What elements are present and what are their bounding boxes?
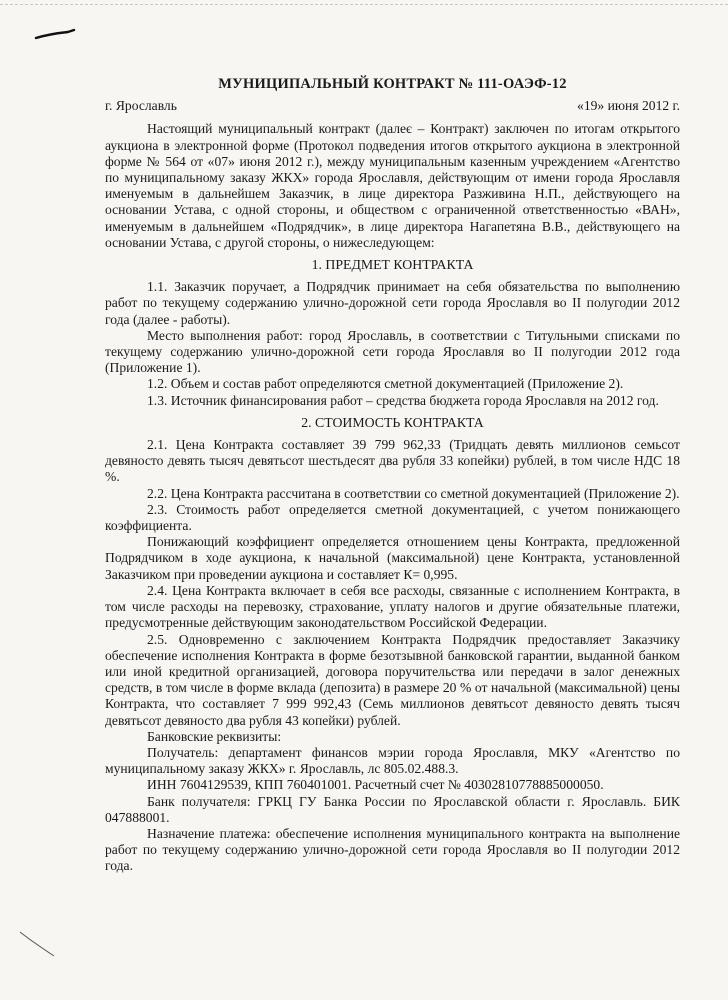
section-2-heading: 2. СТОИМОСТЬ КОНТРАКТА [301,414,484,430]
place-date-line [105,98,680,114]
paragraph-work-location: Место выполнения работ: город Ярославль, в соответствии с Титульными списками по текущему содержанию улично-дорожной сети города Ярославля во II полугодии 2012 года (Приложение 1). [105,327,680,376]
paragraph-2-2: 2.2. Цена Контракта рассчитана в соответствии со сметной документацией (Приложение 2). [147,485,680,501]
intro-paragraph: Настоящий муниципальный контракт (далеє – Контракт) заключен по итогам открытого аукциона в электронной форме (Протокол подведения итогов открытого аукциона в электронной форме № 564 от «07» июня 2012 г.), между муниципальным казенным учреждением «Агентство по муниципальному заказу ЖКХ» города Ярославля, действующим от имени города Ярославля именуемым в дальнейшем Заказчик, в лице директора Разживина Н.П., действующего на основании Устава, с одной стороны, и обществом с ограниченной ответственностью «ВАН», именуемым в дальнейшем «Подрядчик», в лице директора Нагапетяна В.В., действующего на основании Устава, с другой стороны, о нижеследующем: [105,121,680,250]
paragraph-1-3: 1.3. Источник финансирования работ – средства бюджета города Ярославля на 2012 год. [147,392,659,408]
paragraph-2-3: 2.3. Стоимость работ определяется сметной документацией, с учетом понижающего коэффициента. [105,501,680,534]
paragraph-1-1: 1.1. Заказчик поручает, а Подрядчик принимает на себя обязательства по выполнению работ по текущему содержанию улично-дорожной сети города Ярославля во II полугодии 2012 года (далее - работы). [105,279,680,327]
paragraph-2-1: 2.1. Цена Контракта составляет 39 799 962,33 (Тридцать девять миллионов семьсот девяносто девять тысяч девятьсот шестьдесят два рубля 33 копейки) рублей, в том числе НДС 18 %. [105,437,680,485]
scan-top-edge [0,4,728,5]
paragraph-2-5: 2.5. Одновременно с заключением Контракта Подрядчик предоставляет Заказчику обеспечение исполнения Контракта в форме безотзывной банковской гарантии, выданной банком или иной кредитной организацией, договора поручительства или передачи в залог денежных средств, в том числе в форме вклада (депозита) в размере 20 % от начальной (максимальной) цены Контракта, что составляет 7 999 992,43 (Семь миллионов девятьсот девяносто девять тысяч девятьсот девяносто два рубля 43 копейки) рублей. [105,631,680,728]
paragraph-coefficient: Понижающий коэффициент определяется отношением цены Контракта, предложенной Подрядчиком в ходе аукциона, к начальной (максимальной) цене Контракта, установленной Заказчиком при проведении аукциона и составляет К= 0,995. [105,534,680,582]
contract-date: «19» июня 2012 г. [577,98,680,114]
paragraph-1-2: 1.2. Объем и состав работ определяются сметной документацией (Приложение 2). [147,376,624,392]
section-1-heading: 1. ПРЕДМЕТ КОНТРАКТА [311,257,474,273]
city: г. Ярославль [105,98,177,114]
bank-details-label: Банковские реквизиты: [147,728,282,744]
inn-kpp-account: ИНН 7604129539, КПП 760401001. Расчетный счет № 40302810778885000050. [147,777,604,793]
recipient: Получатель: департамент финансов мэрии города Ярославля, МКУ «Агентство по муниципальному заказу ЖКХ» г. Ярославль, лс 805.02.488.3. [105,744,680,777]
document-title: МУНИЦИПАЛЬНЫЙ КОНТРАКТ № 111-ОАЭФ-12 [218,76,567,92]
paragraph-2-4: 2.4. Цена Контракта включает в себя все расходы, связанные с исполнением Контракта, в том числе расходы на перевозку, страхование, уплату налогов и другие обязательные платежи, предусмотренные действующим законодательством Российской Федерации. [105,582,680,631]
scan-artifact-icon [18,930,58,960]
recipient-bank: Банк получателя: ГРКЦ ГУ Банка России по Ярославской области г. Ярославль. БИК 047888001. [105,793,680,825]
contract-body [105,76,680,875]
payment-purpose: Назначение платежа: обеспечение исполнения муниципального контракта на выполнение работ по текущему содержанию улично-дорожной сети города Ярославля во II полугодии 2012 года. [105,825,680,874]
pen-mark-icon [34,26,78,42]
